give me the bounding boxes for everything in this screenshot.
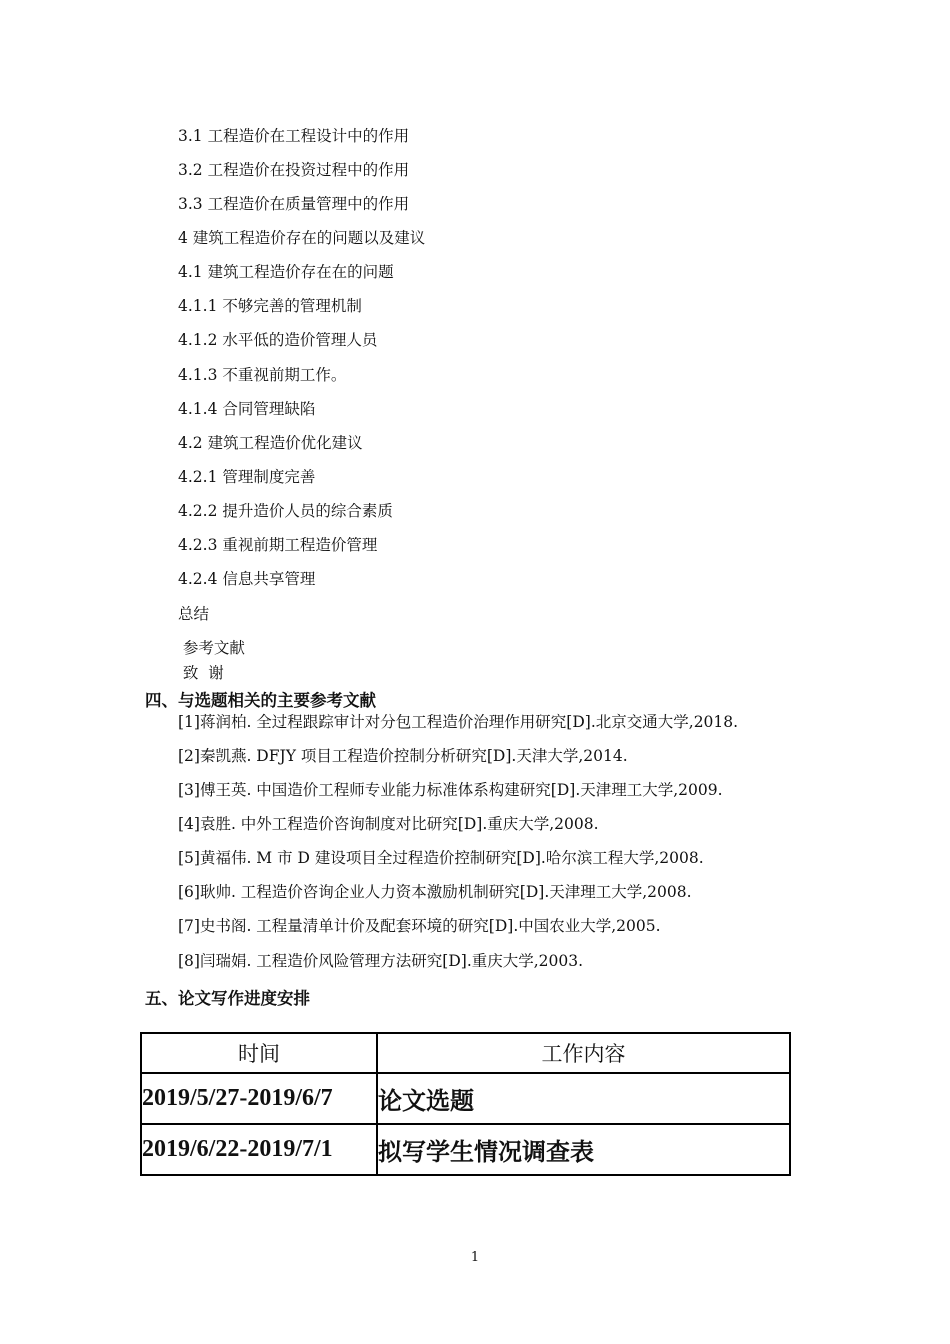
reference-item: [8]闫瑞娟. 工程造价风险管理方法研究[D].重庆大学,2003. bbox=[178, 952, 584, 970]
date-cell: 2019/5/27-2019/6/7 bbox=[141, 1073, 377, 1124]
reference-item: [6]耿帅. 工程造价咨询企业人力资本激励机制研究[D].天津理工大学,2008. bbox=[178, 883, 692, 901]
table-row bbox=[141, 1124, 790, 1175]
toc-item: 4.2.2 提升造价人员的综合素质 bbox=[178, 502, 393, 520]
task-cell: 拟写学生情况调查表 bbox=[377, 1124, 790, 1175]
toc-item: 4.2.3 重视前期工程造价管理 bbox=[178, 536, 378, 554]
toc-item: 4 建筑工程造价存在的问题以及建议 bbox=[178, 229, 426, 247]
toc-item: 3.2 工程造价在投资过程中的作用 bbox=[178, 161, 410, 179]
toc-item: 4.2 建筑工程造价优化建议 bbox=[178, 434, 363, 452]
toc-item: 4.2.1 管理制度完善 bbox=[178, 468, 316, 486]
toc-item: 参考文献 bbox=[178, 639, 245, 657]
toc-item: 4.1.1 不够完善的管理机制 bbox=[178, 297, 362, 315]
reference-item: [7]史书阁. 工程量清单计价及配套环境的研究[D].中国农业大学,2005. bbox=[178, 917, 661, 935]
section-heading-references: 四、与选题相关的主要参考文献 bbox=[145, 691, 376, 710]
toc-item: 4.1.4 合同管理缺陷 bbox=[178, 400, 316, 418]
section-heading-schedule: 五、论文写作进度安排 bbox=[145, 989, 310, 1008]
toc-item: 4.1 建筑工程造价存在在的问题 bbox=[178, 263, 394, 281]
reference-item: [3]傅王英. 中国造价工程师专业能力标准体系构建研究[D].天津理工大学,2009. bbox=[178, 781, 723, 799]
column-header-time: 时间 bbox=[141, 1033, 377, 1073]
toc-item: 4.1.2 水平低的造价管理人员 bbox=[178, 331, 378, 349]
reference-item: [4]袁胜. 中外工程造价咨询制度对比研究[D].重庆大学,2008. bbox=[178, 815, 599, 833]
reference-item: [2]秦凯燕. DFJY 项目工程造价控制分析研究[D].天津大学,2014. bbox=[178, 747, 628, 765]
toc-item: 总结 bbox=[178, 605, 210, 623]
toc-item: 4.2.4 信息共享管理 bbox=[178, 570, 316, 588]
date-cell: 2019/6/22-2019/7/1 bbox=[141, 1124, 377, 1175]
table-row bbox=[141, 1073, 790, 1124]
toc-item: 4.1.3 不重视前期工作。 bbox=[178, 366, 347, 384]
task-cell: 论文选题 bbox=[377, 1073, 790, 1124]
toc-item: 3.1 工程造价在工程设计中的作用 bbox=[178, 127, 410, 145]
toc-item: 3.3 工程造价在质量管理中的作用 bbox=[178, 195, 410, 213]
reference-item: [5]黄福伟. M 市 D 建设项目全过程造价控制研究[D].哈尔滨工程大学,2008. bbox=[178, 849, 704, 867]
reference-item: [1]蒋润柏. 全过程跟踪审计对分包工程造价治理作用研究[D].北京交通大学,2018. bbox=[178, 713, 739, 731]
column-header-content: 工作内容 bbox=[377, 1033, 790, 1073]
toc-item: 致 谢 bbox=[178, 664, 224, 682]
schedule-table bbox=[140, 1032, 791, 1176]
page-number: 1 bbox=[470, 1250, 480, 1265]
table-header-row bbox=[141, 1033, 790, 1073]
